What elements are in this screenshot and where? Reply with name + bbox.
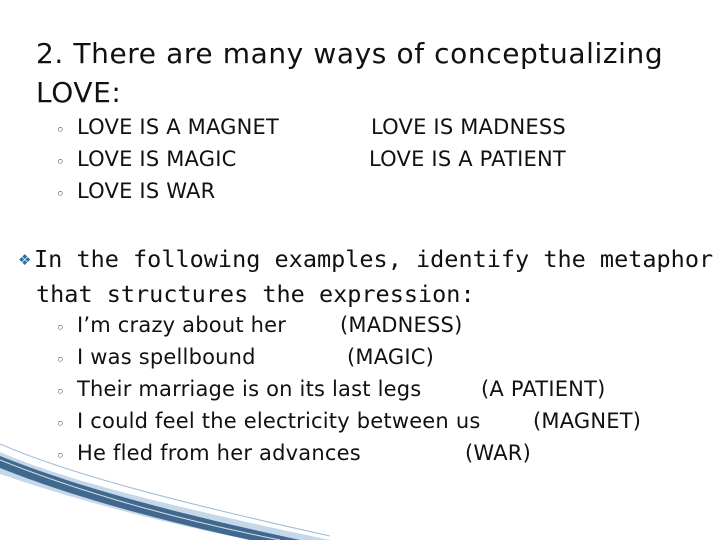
bullet-icon: ◦ xyxy=(56,447,65,465)
metaphor-patient: LOVE IS A PATIENT xyxy=(369,147,566,171)
bullet-icon: ◦ xyxy=(56,153,65,171)
example-3-text: Their marriage is on its last legs xyxy=(77,377,422,401)
example-2-answer: (MAGIC) xyxy=(347,345,435,369)
bullet-icon: ◦ xyxy=(56,121,65,139)
bullet-icon: ◦ xyxy=(56,351,65,369)
diamond-bullet-icon: ❖ xyxy=(18,251,32,269)
decorative-swoosh xyxy=(0,440,330,540)
example-1-text: I’m crazy about her xyxy=(77,313,287,337)
metaphor-magic: LOVE IS MAGIC xyxy=(77,147,237,171)
bullet-icon: ◦ xyxy=(56,415,65,433)
example-3-answer: (A PATIENT) xyxy=(481,377,606,401)
example-1-answer: (MADNESS) xyxy=(340,313,463,337)
swoosh-light-band xyxy=(0,452,330,540)
bullet-icon: ◦ xyxy=(56,319,65,337)
instruction-line-1: In the following examples, identify the metaphor xyxy=(34,245,714,273)
instruction-line-2: that structures the expression: xyxy=(36,280,475,308)
example-5-answer: (WAR) xyxy=(465,441,531,465)
metaphor-magnet: LOVE IS A MAGNET xyxy=(77,115,280,139)
metaphor-madness: LOVE IS MADNESS xyxy=(371,115,566,139)
example-4-text: I could feel the electricity between us xyxy=(77,409,481,433)
example-2-text: I was spellbound xyxy=(77,345,256,369)
slide-title-line-1: 2. There are many ways of conceptualizing xyxy=(36,37,664,70)
slide-title-line-2: LOVE: xyxy=(36,76,122,109)
bullet-icon: ◦ xyxy=(56,383,65,401)
metaphor-war: LOVE IS WAR xyxy=(77,179,216,203)
bullet-icon: ◦ xyxy=(56,185,65,203)
example-4-answer: (MAGNET) xyxy=(533,409,642,433)
example-5-text: He fled from her advances xyxy=(77,441,361,465)
